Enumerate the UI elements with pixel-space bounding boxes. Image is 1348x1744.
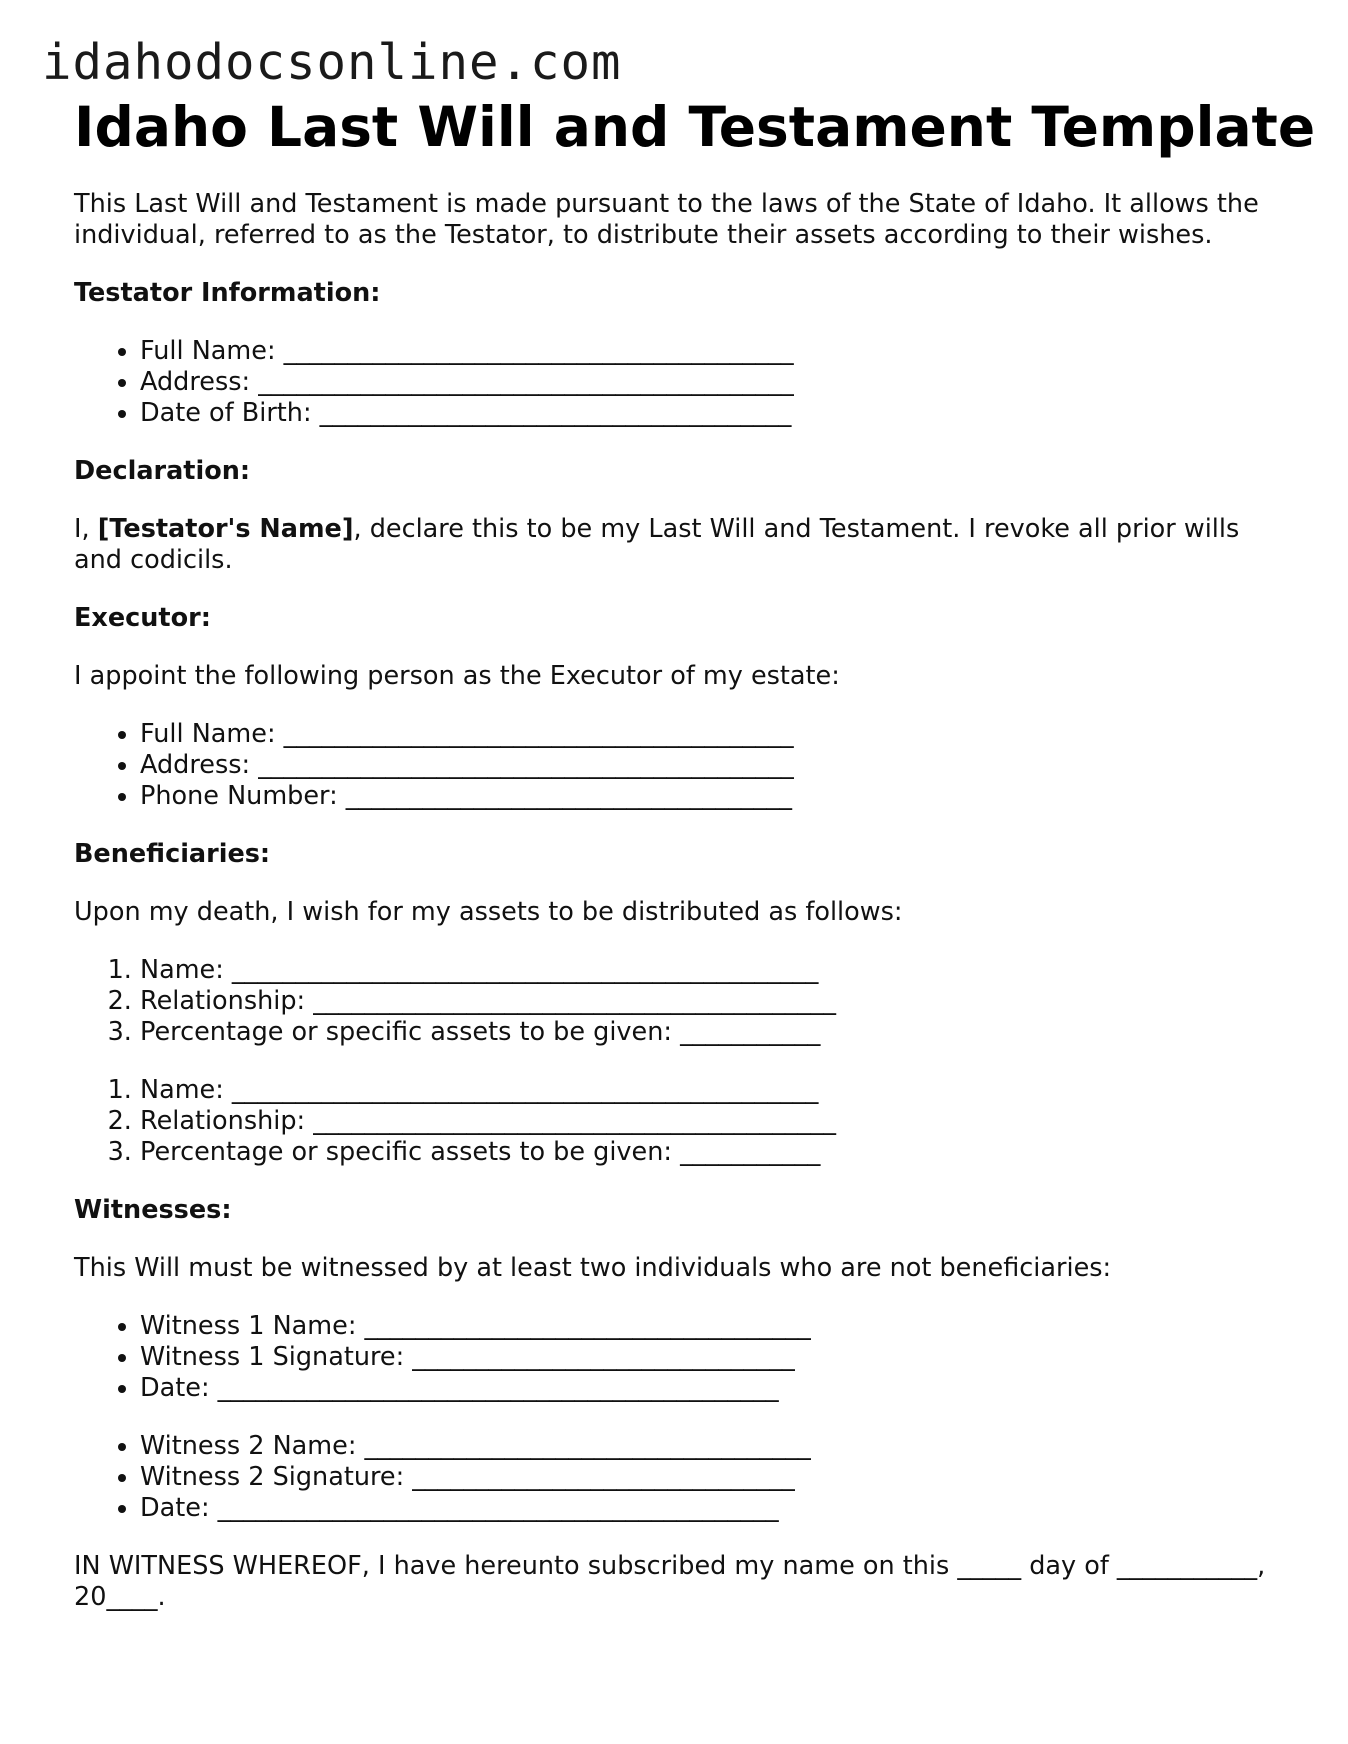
document-page: [74, 94, 1316, 1613]
witness-2-name-field: • Witness 2 Name: ___________________________________: [140, 1431, 1284, 1462]
beneficiary-1-relationship-field: 2. Relationship: _________________________________________: [140, 986, 1284, 1017]
witness-2-date-field: • Date: ____________________________________________: [140, 1493, 1284, 1524]
beneficiary-2-list: [74, 1075, 1284, 1168]
declaration-paragraph: [74, 514, 1284, 576]
executor-heading: Executor:: [74, 603, 211, 633]
executor-full-name-field: • Full Name: ________________________________________: [140, 719, 1284, 750]
witnesses-paragraph: This Will must be witnessed by at least two individuals who are not beneficiaries:: [74, 1253, 1112, 1283]
beneficiary-2-relationship-field: 2. Relationship: _________________________________________: [140, 1106, 1284, 1137]
witnesses-heading: Witnesses:: [74, 1195, 232, 1225]
declaration-suffix: , declare this to be my Last Will and Testament. I revoke all prior wills and codicils.: [74, 514, 1240, 575]
intro-paragraph: This Last Will and Testament is made pursuant to the laws of the State of Idaho. It allows the individual, referred to as the Testator, to distribute their assets according to their wishes.: [74, 189, 1259, 250]
document-title: Idaho Last Will and Testament Template: [74, 95, 1316, 159]
testator-list: [74, 336, 1284, 429]
witness-1-list: [74, 1311, 1284, 1404]
beneficiary-2-name-field: 1. Name: ______________________________________________: [140, 1075, 1284, 1106]
witness-1-name-field: • Witness 1 Name: ___________________________________: [140, 1311, 1284, 1342]
beneficiary-1-assets-field: 3. Percentage or specific assets to be given: ___________: [140, 1017, 1284, 1048]
executor-list: [74, 719, 1284, 812]
testator-name-placeholder: [Testator's Name]: [97, 514, 354, 544]
executor-paragraph: I appoint the following person as the Executor of my estate:: [74, 661, 840, 691]
witness-1-signature-field: • Witness 1 Signature: ______________________________: [140, 1342, 1284, 1373]
beneficiary-2-assets-field: 3. Percentage or specific assets to be given: ___________: [140, 1137, 1284, 1168]
declaration-heading: Declaration:: [74, 456, 251, 486]
declaration-prefix: I,: [74, 514, 98, 544]
executor-phone-field: • Phone Number: ___________________________________: [140, 781, 1284, 812]
witness-2-signature-field: • Witness 2 Signature: ______________________________: [140, 1462, 1284, 1493]
beneficiary-1-list: [74, 955, 1284, 1048]
executor-address-field: • Address: __________________________________________: [140, 750, 1284, 781]
testator-address-field: • Address: __________________________________________: [140, 367, 1284, 398]
witness-1-date-field: • Date: ____________________________________________: [140, 1373, 1284, 1404]
beneficiaries-heading: Beneficiaries:: [74, 839, 271, 869]
beneficiary-1-name-field: 1. Name: ______________________________________________: [140, 955, 1284, 986]
beneficiaries-paragraph: Upon my death, I wish for my assets to be distributed as follows:: [74, 897, 903, 927]
witness-2-list: [74, 1431, 1284, 1524]
testator-full-name-field: • Full Name: ________________________________________: [140, 336, 1284, 367]
site-watermark: idahodocsonline.com: [42, 34, 622, 91]
testator-heading: Testator Information:: [74, 278, 381, 308]
closing-paragraph: IN WITNESS WHEREOF, I have hereunto subscribed my name on this _____ day of ___________, 20____.: [74, 1551, 1266, 1612]
testator-dob-field: • Date of Birth: _____________________________________: [140, 398, 1284, 429]
